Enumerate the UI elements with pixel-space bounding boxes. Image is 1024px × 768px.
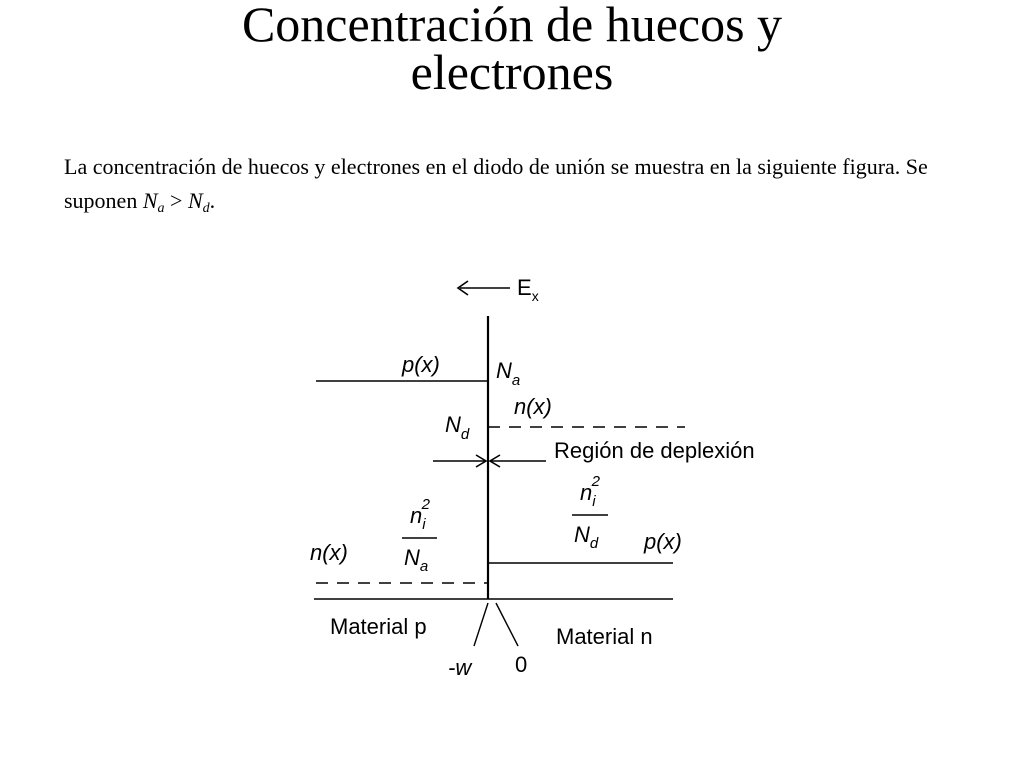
ni2-right-denominator: $N_d$ xyxy=(574,522,599,552)
zero-label: 0 xyxy=(515,652,528,677)
depletion-label: Región de deplexión xyxy=(554,438,755,463)
p-x-left-label: p(x) xyxy=(402,352,440,377)
pn-junction-diagram xyxy=(300,262,820,687)
body-gt: > xyxy=(164,188,188,213)
n-x-right-label: n(x) xyxy=(514,394,552,419)
body-text-prefix: La concentración de huecos y electrones en el diodo de unión se muestra en la siguiente figura. Se suponen xyxy=(64,154,928,213)
body-suffix: . xyxy=(209,188,216,213)
Na-label: $N_a$ xyxy=(496,358,521,389)
minus-w-pointer xyxy=(474,603,488,646)
title-line-1: Concentración de huecos y xyxy=(241,0,783,52)
body-Na: $N_a$ xyxy=(142,188,165,216)
field-label: $E_x$ xyxy=(517,275,539,304)
ni2-left-numerator: $n_i2$ xyxy=(410,496,430,533)
ni2-left-denominator: $N_a$ xyxy=(404,545,429,575)
Nd-label: $N_d$ xyxy=(445,412,470,443)
slide-title xyxy=(0,0,1024,100)
field-arrow xyxy=(458,281,510,295)
material-p-label: Material p xyxy=(330,614,427,639)
p-x-right-label: p(x) xyxy=(644,529,682,554)
body-Nd: $N_d$ xyxy=(187,188,210,216)
title-line-2: electrones xyxy=(410,44,614,100)
n-x-left-label: n(x) xyxy=(310,540,348,565)
zero-pointer xyxy=(496,603,518,646)
depletion-arrows xyxy=(433,455,546,467)
ni2-right-numerator: $n_i2$ xyxy=(580,473,600,510)
minus-w-label: -w xyxy=(448,655,472,680)
body-paragraph xyxy=(64,150,964,226)
material-n-label: Material n xyxy=(556,624,653,649)
